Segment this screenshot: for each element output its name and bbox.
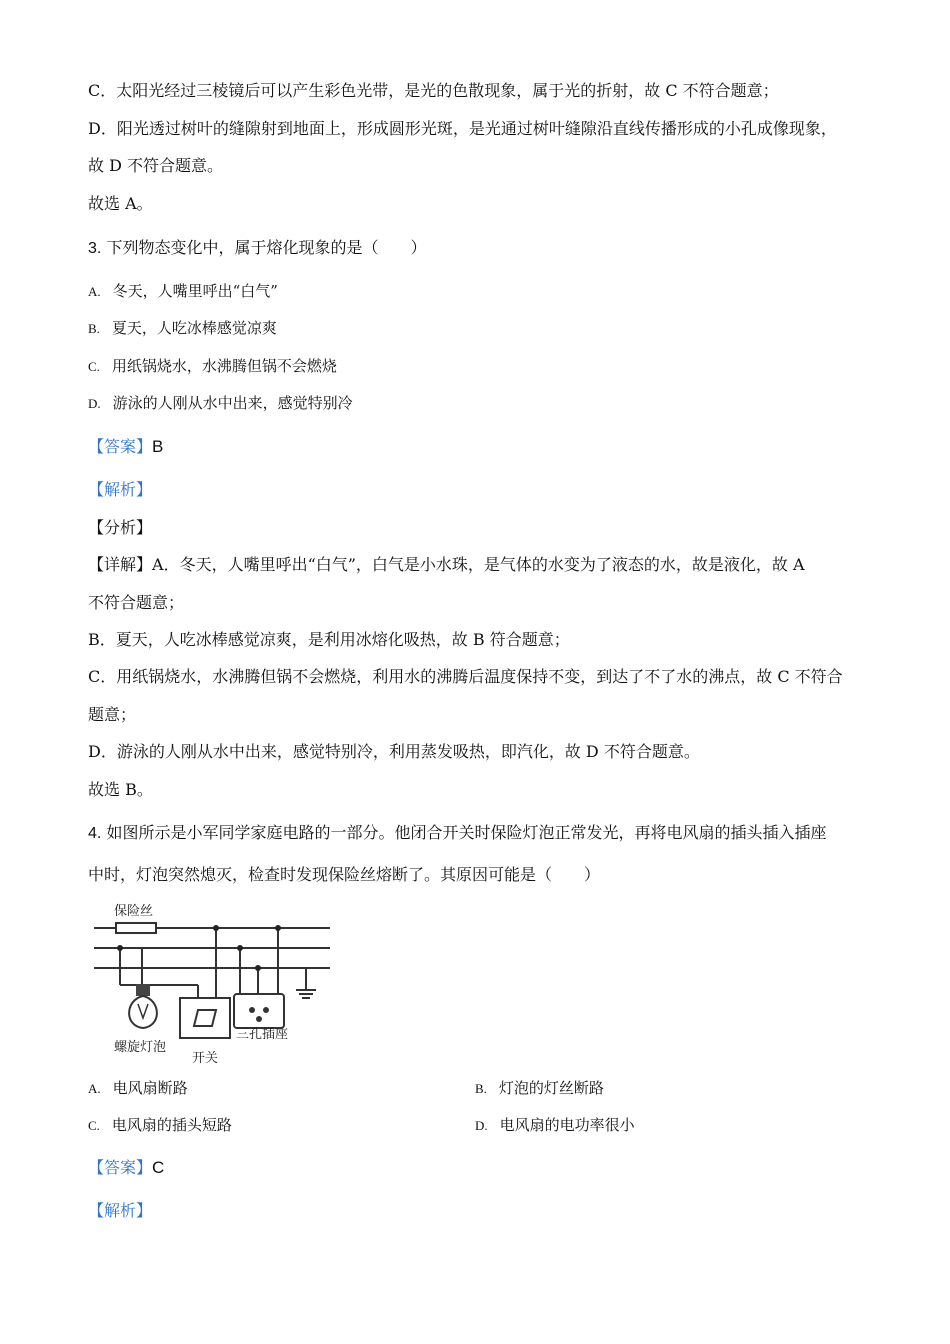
prev-explanation-c: C．太阳光经过三棱镜后可以产生彩色光带，是光的色散现象，属于光的折射，故 C 不符合题意； — [88, 81, 779, 100]
q3-option-d[interactable] — [88, 392, 353, 415]
q4-option-text: 电风扇断路 — [112, 1079, 188, 1097]
q4-number: 4. — [88, 825, 102, 842]
answer-label: 【答案】 — [88, 437, 153, 456]
q4-option-d[interactable] — [475, 1114, 635, 1137]
q4-option-text: 灯泡的灯丝断路 — [498, 1079, 604, 1097]
detail-a-text: A．冬天，人嘴里呼出“白气”，白气是小水珠，是气体的水变为了液态的水，故是液化，故 A — [152, 555, 805, 574]
q4-analysis-label — [88, 1200, 152, 1222]
q3-option-text: 游泳的人刚从水中出来，感觉特别冷 — [112, 394, 353, 412]
switch-label: 开关 — [192, 1051, 219, 1066]
bulb-label: 螺旋灯泡 — [114, 1040, 167, 1055]
socket-label: 三孔插座 — [236, 1027, 289, 1042]
q3-option-c[interactable] — [88, 355, 337, 378]
q4-stem-line1 — [88, 822, 826, 845]
q4-stem-line2: 中时，灯泡突然熄灭，检查时发现保险丝熔断了。其原因可能是（ ） — [88, 865, 601, 884]
q3-option-letter: D. — [88, 396, 101, 411]
q4-answer — [88, 1157, 164, 1179]
q3-option-letter: A. — [88, 284, 101, 299]
fuse-symbol — [116, 923, 156, 933]
q4-option-c[interactable] — [88, 1114, 232, 1137]
q3-stem-text: 下列物态变化中，属于熔化现象的是（ ） — [106, 238, 427, 257]
q4-option-a[interactable] — [88, 1077, 188, 1100]
q3-option-text: 冬天，人嘴里呼出“白气” — [112, 282, 278, 300]
q3-fenxi-label: 【分析】 — [88, 518, 153, 537]
q3-option-a[interactable] — [88, 280, 278, 303]
q3-detail-d: D．游泳的人刚从水中出来，感觉特别冷，利用蒸发吸热，即汽化，故 D 不符合题意。 — [88, 742, 700, 761]
socket-box — [234, 994, 284, 1028]
q3-option-b[interactable] — [88, 317, 277, 340]
answer-value: C — [152, 1158, 165, 1177]
switch-box — [180, 998, 230, 1038]
prev-explanation-d-line2: 故 D 不符合题意。 — [88, 156, 224, 175]
q3-stem — [88, 237, 426, 260]
q3-detail-c-line1: C．用纸锅烧水，水沸腾但锅不会燃烧，利用水的沸腾后温度保持不变，到达了不了水的沸点，故 C 不符合 — [88, 667, 843, 686]
q3-detail-a-line2: 不符合题意； — [88, 593, 185, 612]
q3-option-text: 用纸锅烧水，水沸腾但锅不会燃烧 — [111, 357, 337, 375]
q3-detail-c-line2: 题意； — [88, 705, 137, 724]
bulb-symbol — [129, 984, 157, 1028]
q3-option-letter: C. — [88, 359, 100, 374]
q3-detail-b: B．夏天，人吃冰棒感觉凉爽，是利用冰熔化吸热，故 B 符合题意； — [88, 630, 570, 649]
q4-option-letter: D. — [475, 1118, 488, 1133]
q4-option-letter: C. — [88, 1118, 100, 1133]
analysis-label: 【解析】 — [88, 1201, 153, 1220]
q3-option-text: 夏天，人吃冰棒感觉凉爽 — [111, 319, 277, 337]
q3-option-letter: B. — [88, 321, 100, 336]
q4-option-text: 电风扇的电功率很小 — [499, 1116, 635, 1134]
analysis-label: 【解析】 — [88, 480, 153, 499]
prev-explanation-d-line1: D．阳光透过树叶的缝隙射到地面上，形成圆形光斑，是光通过树叶缝隙沿直线传播形成的小孔成像现象， — [88, 119, 837, 138]
answer-value: B — [152, 437, 164, 456]
q4-option-letter: A. — [88, 1081, 101, 1096]
q4-option-b[interactable] — [475, 1077, 604, 1100]
q3-detail-a-line1 — [88, 554, 805, 576]
q4-option-letter: B. — [475, 1081, 487, 1096]
prev-conclusion: 故选 A。 — [88, 194, 153, 213]
q3-analysis-label — [88, 479, 152, 501]
q3-answer — [88, 436, 163, 458]
answer-label: 【答案】 — [88, 1158, 153, 1177]
q3-conclusion: 故选 B。 — [88, 780, 153, 799]
circuit-diagram — [92, 898, 332, 1068]
detail-label: 【详解】 — [88, 555, 153, 574]
q3-number: 3. — [88, 240, 102, 257]
q4-option-text: 电风扇的插头短路 — [111, 1116, 232, 1134]
q4-stem-text: 如图所示是小军同学家庭电路的一部分。他闭合开关时保险灯泡正常发光，再将电风扇的插头插入插座 — [106, 823, 827, 842]
fuse-label: 保险丝 — [114, 904, 154, 919]
